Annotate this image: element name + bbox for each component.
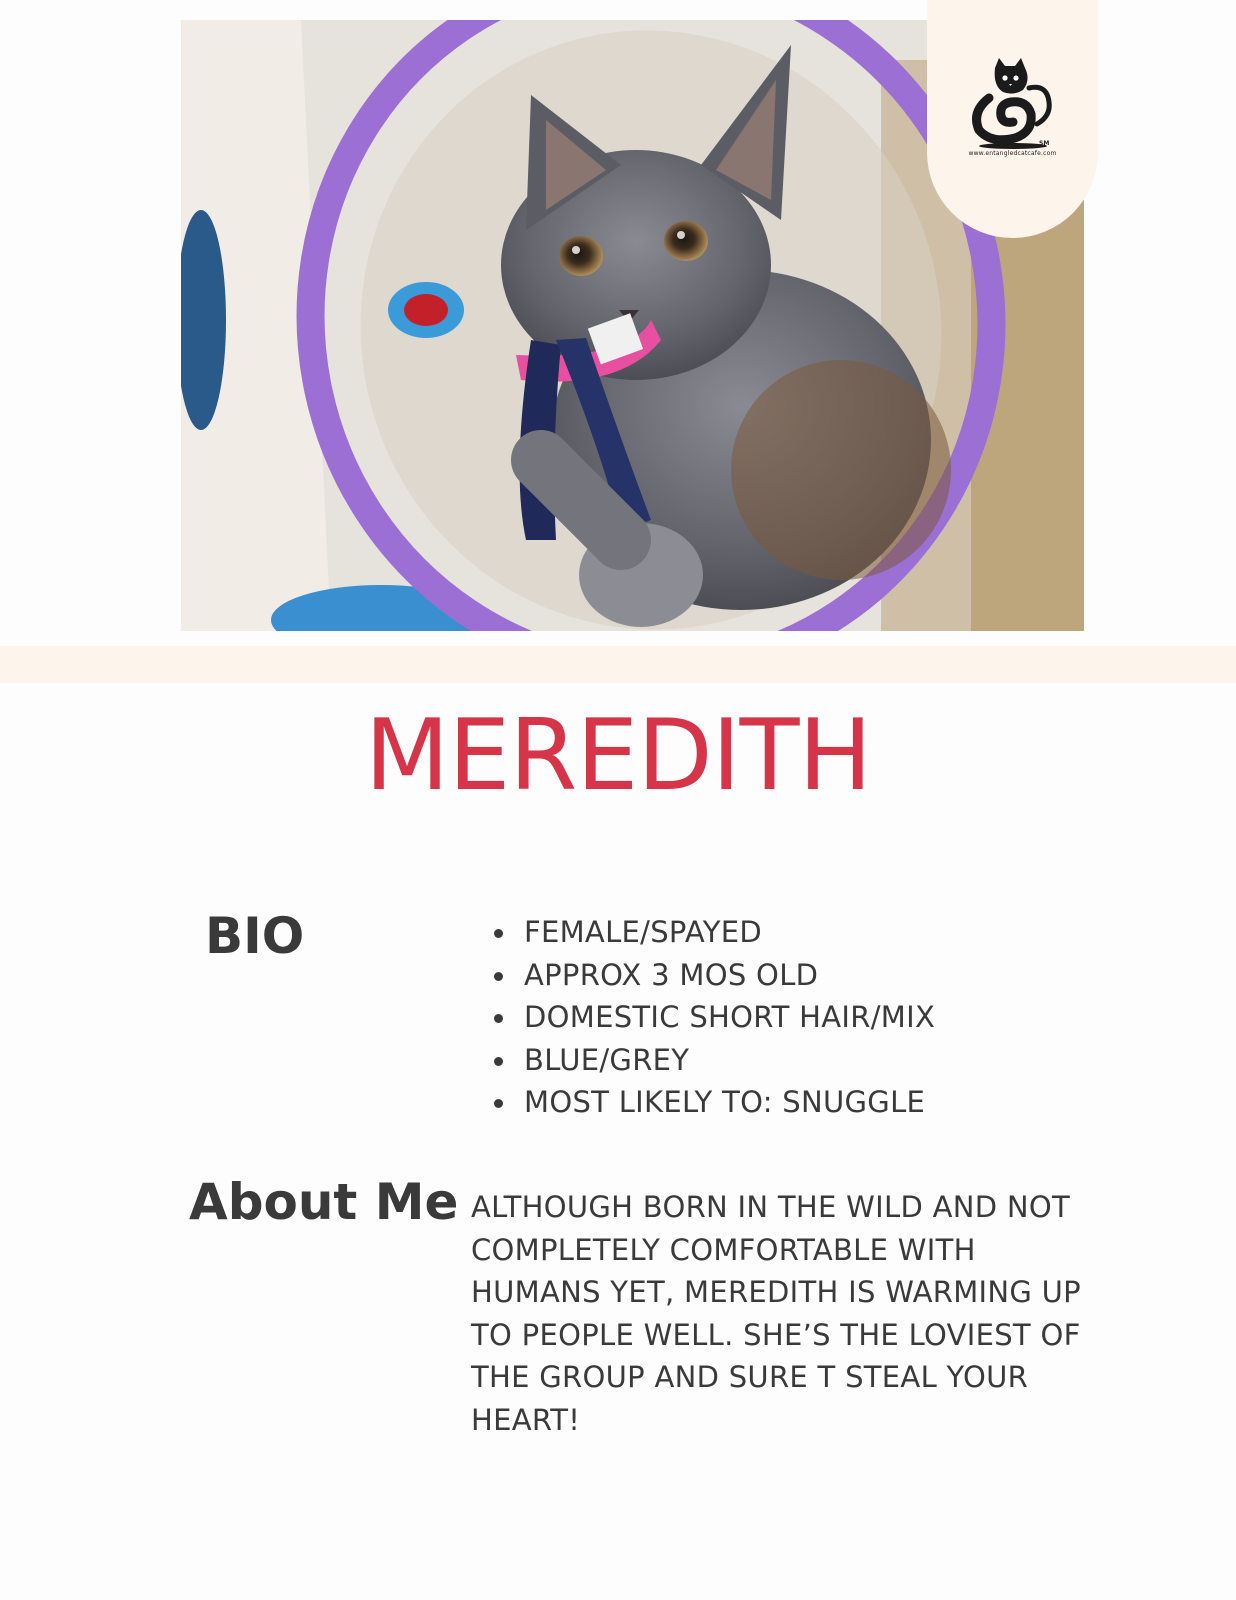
bio-item: MOST LIKELY TO: SNUGGLE [494, 1081, 935, 1124]
cat-name-title: MEREDITH [364, 699, 872, 813]
bio-item: FEMALE/SPAYED [494, 911, 935, 954]
about-me-text: ALTHOUGH BORN IN THE WILD AND NOT COMPLETELY COMFORTABLE WITH HUMANS YET, MEREDITH IS WARMING UP TO PEOPLE WELL. SHE’S THE LOVIEST OF THE GROUP AND SURE T STEAL YOUR HEART! [471, 1190, 1081, 1437]
bio-item: DOMESTIC SHORT HAIR/MIX [494, 996, 935, 1039]
cafe-logo-badge [927, 0, 1098, 238]
bio-item: APPROX 3 MOS OLD [494, 954, 935, 997]
divider-band [0, 646, 1236, 683]
bio-item: BLUE/GREY [494, 1039, 935, 1082]
cat-logo-icon [965, 58, 1061, 150]
about-me-heading: About Me [189, 1173, 459, 1231]
bio-heading: BIO [205, 907, 305, 965]
bio-list [494, 911, 935, 1124]
logo-service-mark: SM [1039, 140, 1050, 147]
logo-url-text: www.entangledcatcafe.com [968, 150, 1057, 157]
